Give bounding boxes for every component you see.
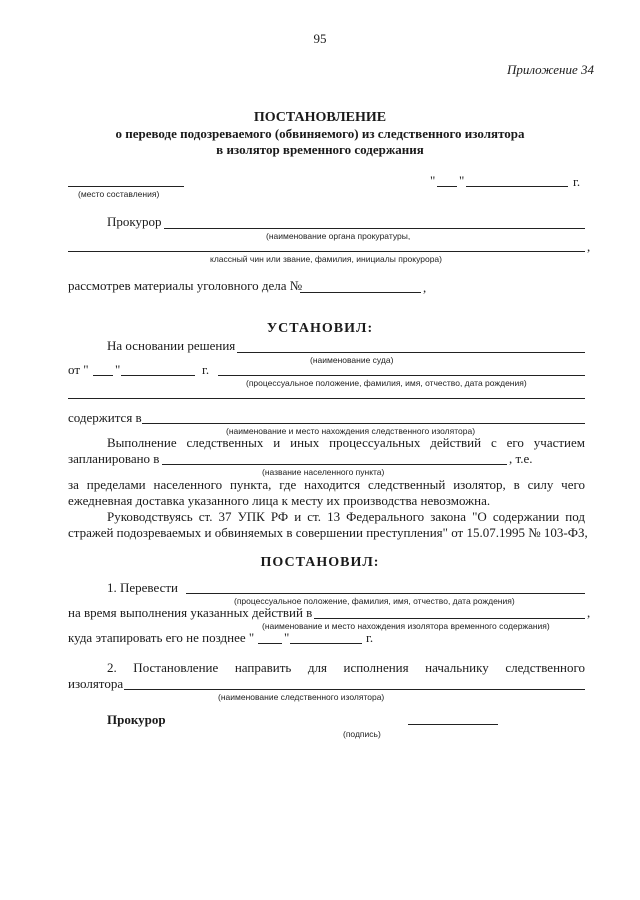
held-text: содержится в bbox=[68, 410, 142, 425]
date-month-field[interactable] bbox=[466, 186, 568, 187]
prosecutor-comma: , bbox=[587, 239, 591, 254]
person-caption: (процессуальное положение, фамилия, имя, отчество, дата рождения) bbox=[246, 378, 527, 388]
isolator-caption: (наименование и место нахождения следственного изолятора) bbox=[226, 426, 476, 436]
prosecutor-label: Прокурор bbox=[107, 214, 162, 229]
court-caption: (наименование суда) bbox=[310, 355, 394, 365]
materials-comma: , bbox=[423, 280, 427, 295]
from-day-field[interactable] bbox=[93, 375, 113, 376]
court-field[interactable] bbox=[237, 352, 585, 353]
date-year-suffix: г. bbox=[573, 174, 581, 189]
para3-line1: Руководствуясь ст. 37 УПК РФ и ст. 13 Федерального закона "О содержании под bbox=[107, 509, 585, 524]
resolved-heading: ПОСТАНОВИЛ: bbox=[260, 555, 380, 570]
from-month-field[interactable] bbox=[121, 375, 195, 376]
deadline-quote: " bbox=[284, 630, 290, 645]
ivs-field[interactable] bbox=[314, 618, 585, 619]
detention-center-caption: (наименование следственного изолятора) bbox=[218, 692, 385, 702]
deadline-year-suffix: г. bbox=[366, 630, 374, 645]
deadline-day-field[interactable] bbox=[258, 643, 282, 644]
established-heading: УСТАНОВИЛ: bbox=[266, 321, 374, 336]
document-subtitle-line1: о переводе подозреваемого (обвиняемого) из следственного изолятора bbox=[115, 126, 525, 141]
place-caption: (место составления) bbox=[78, 189, 160, 199]
prosecutor-organ-field[interactable] bbox=[164, 228, 585, 229]
materials-text: рассмотрев материалы уголовного дела № bbox=[68, 278, 303, 293]
basis-text: На основании решения bbox=[107, 338, 236, 353]
document-title: ПОСТАНОВЛЕНИЕ bbox=[253, 110, 387, 125]
prosecutor-rank-field[interactable] bbox=[68, 251, 585, 252]
item1-deadline-text: куда этапировать его не позднее " bbox=[68, 630, 255, 645]
document-subtitle-line2: в изолятор временного содержания bbox=[216, 142, 424, 157]
person-field[interactable] bbox=[218, 375, 585, 376]
date-quote-close: " bbox=[459, 173, 465, 188]
date-day-field[interactable] bbox=[437, 186, 457, 187]
date-quote-open: " bbox=[430, 173, 436, 188]
para1-line2-end: , т.е. bbox=[509, 451, 533, 466]
case-number-field[interactable] bbox=[300, 292, 421, 293]
para3-line2: стражей подозреваемых и обвиняемых в совершении преступления" от 15.07.1995 № 103-ФЗ, bbox=[68, 525, 588, 540]
place-field[interactable] bbox=[68, 186, 184, 187]
prosecutor-organ-caption: (наименование органа прокуратуры, bbox=[266, 231, 411, 241]
settlement-field[interactable] bbox=[162, 464, 507, 465]
item1-time-text: на время выполнения указанных действий в bbox=[68, 605, 313, 620]
signature-label: Прокурор bbox=[107, 712, 166, 727]
settlement-caption: (название населенного пункта) bbox=[262, 467, 385, 477]
prosecutor-rank-caption: классный чин или звание, фамилия, инициалы прокурора) bbox=[210, 254, 442, 264]
isolator-field[interactable] bbox=[142, 423, 585, 424]
deadline-month-field[interactable] bbox=[290, 643, 362, 644]
para1-line2-start: запланировано в bbox=[68, 451, 160, 466]
signature-caption: (подпись) bbox=[343, 729, 381, 739]
item1-start: 1. Перевести bbox=[107, 580, 178, 595]
para2-line2: ежедневная доставка указанного лица к месту их производства невозможна. bbox=[68, 493, 491, 508]
item1-time-comma: , bbox=[587, 605, 591, 620]
item2-line1: 2. Постановление направить для исполнения начальнику следственного bbox=[107, 660, 585, 675]
para2-line1: за пределами населенного пункта, где находится следственный изолятор, в силу чего bbox=[68, 477, 585, 492]
ivs-caption: (наименование и место нахождения изолятора временного содержания) bbox=[262, 621, 550, 631]
signature-field[interactable] bbox=[408, 724, 498, 725]
transfer-person-field[interactable] bbox=[186, 593, 585, 594]
from-quote: " bbox=[115, 362, 121, 377]
transfer-person-caption: (процессуальное положение, фамилия, имя, отчество, дата рождения) bbox=[234, 596, 515, 606]
person-field-line2[interactable] bbox=[68, 398, 585, 399]
detention-center-field[interactable] bbox=[124, 689, 585, 690]
item2-line2-start: изолятора bbox=[68, 676, 124, 691]
page-number: 95 bbox=[313, 31, 327, 46]
para1-line1: Выполнение следственных и иных процессуальных действий с его участием bbox=[107, 435, 585, 450]
from-text: от " bbox=[68, 362, 89, 377]
appendix-label: Приложение 34 bbox=[506, 62, 594, 77]
from-year-suffix: г. bbox=[202, 362, 210, 377]
